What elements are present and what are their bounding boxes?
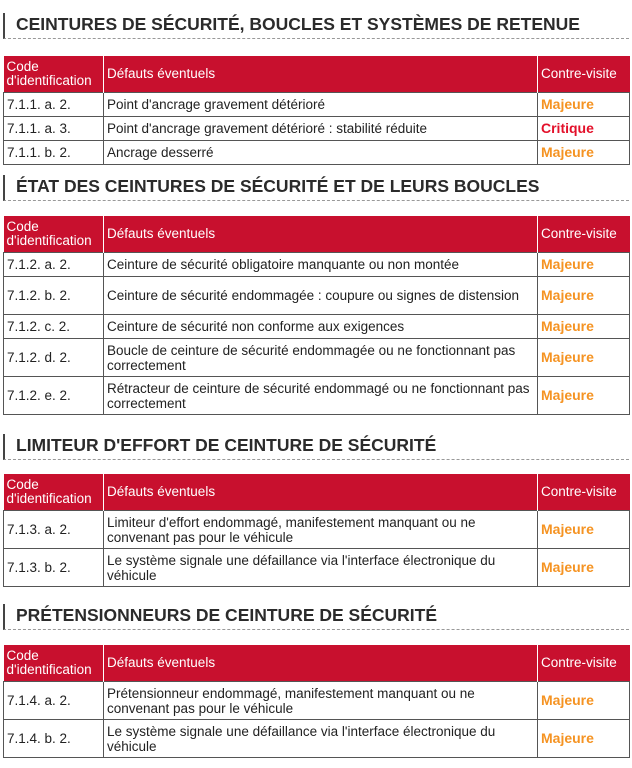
header-visit: Contre-visite <box>538 474 630 511</box>
header-code: Code d'identification <box>4 56 104 93</box>
row-severity: Majeure <box>538 315 630 339</box>
row-defect: Boucle de ceinture de sécurité endommagée ou ne fonctionnant pas correctement <box>104 339 538 377</box>
header-defects: Défauts éventuels <box>104 474 538 511</box>
section-title-belt-condition: ÉTAT DES CEINTURES DE SÉCURITÉ ET DE LEURS BOUCLES <box>3 175 629 201</box>
row-code: 7.1.4. b. 2. <box>4 720 104 758</box>
table-row <box>4 549 630 587</box>
row-severity: Majeure <box>538 141 630 165</box>
table-header-row <box>4 474 630 511</box>
row-defect: Ceinture de sécurité obligatoire manquante ou non montée <box>104 253 538 277</box>
row-severity: Majeure <box>538 511 630 549</box>
section-title-anchorages: CEINTURES DE SÉCURITÉ, BOUCLES ET SYSTÈMES DE RETENUE <box>3 13 629 39</box>
row-severity: Majeure <box>538 93 630 117</box>
header-visit: Contre-visite <box>538 645 630 682</box>
row-defect: Le système signale une défaillance via l'interface électronique du véhicule <box>104 549 538 587</box>
row-code: 7.1.1. b. 2. <box>4 141 104 165</box>
row-severity: Majeure <box>538 682 630 720</box>
header-code: Code d'identification <box>4 645 104 682</box>
table-row <box>4 377 630 415</box>
header-visit: Contre-visite <box>538 56 630 93</box>
row-defect: Point d'ancrage gravement détérioré : stabilité réduite <box>104 117 538 141</box>
table-row <box>4 141 630 165</box>
row-code: 7.1.3. b. 2. <box>4 549 104 587</box>
defects-table-anchorages <box>3 56 630 165</box>
row-code: 7.1.3. a. 2. <box>4 511 104 549</box>
row-code: 7.1.2. b. 2. <box>4 277 104 315</box>
row-defect: Ancrage desserré <box>104 141 538 165</box>
row-code: 7.1.4. a. 2. <box>4 682 104 720</box>
row-defect: Rétracteur de ceinture de sécurité endommagé ou ne fonctionnant pas correctement <box>104 377 538 415</box>
table-row <box>4 339 630 377</box>
table-header-row <box>4 216 630 253</box>
defects-table-belt-condition <box>3 216 630 415</box>
row-code: 7.1.2. d. 2. <box>4 339 104 377</box>
table-row <box>4 277 630 315</box>
header-code: Code d'identification <box>4 216 104 253</box>
row-defect: Ceinture de sécurité non conforme aux exigences <box>104 315 538 339</box>
table-row <box>4 511 630 549</box>
row-severity: Critique <box>538 117 630 141</box>
row-defect: Prétensionneur endommagé, manifestement manquant ou ne convenant pas pour le véhicule <box>104 682 538 720</box>
table-row <box>4 117 630 141</box>
row-severity: Majeure <box>538 277 630 315</box>
header-code: Code d'identification <box>4 474 104 511</box>
row-severity: Majeure <box>538 253 630 277</box>
row-severity: Majeure <box>538 549 630 587</box>
header-defects: Défauts éventuels <box>104 56 538 93</box>
defects-table-pretensioners <box>3 645 630 758</box>
table-row <box>4 682 630 720</box>
row-defect: Point d'ancrage gravement détérioré <box>104 93 538 117</box>
defects-table-load-limiter <box>3 474 630 587</box>
section-title-pretensioners: PRÉTENSIONNEURS DE CEINTURE DE SÉCURITÉ <box>3 604 629 630</box>
row-defect: Le système signale une défaillance via l'interface électronique du véhicule <box>104 720 538 758</box>
row-defect: Ceinture de sécurité endommagée : coupure ou signes de distension <box>104 277 538 315</box>
row-code: 7.1.2. e. 2. <box>4 377 104 415</box>
header-visit: Contre-visite <box>538 216 630 253</box>
table-row <box>4 720 630 758</box>
row-code: 7.1.1. a. 2. <box>4 93 104 117</box>
header-defects: Défauts éventuels <box>104 645 538 682</box>
row-severity: Majeure <box>538 720 630 758</box>
header-defects: Défauts éventuels <box>104 216 538 253</box>
row-code: 7.1.1. a. 3. <box>4 117 104 141</box>
row-severity: Majeure <box>538 339 630 377</box>
table-row <box>4 315 630 339</box>
table-header-row <box>4 56 630 93</box>
row-severity: Majeure <box>538 377 630 415</box>
table-header-row <box>4 645 630 682</box>
table-row <box>4 253 630 277</box>
row-code: 7.1.2. c. 2. <box>4 315 104 339</box>
section-title-load-limiter: LIMITEUR D'EFFORT DE CEINTURE DE SÉCURITÉ <box>3 434 629 460</box>
row-code: 7.1.2. a. 2. <box>4 253 104 277</box>
row-defect: Limiteur d'effort endommagé, manifestement manquant ou ne convenant pas pour le véhicule <box>104 511 538 549</box>
table-row <box>4 93 630 117</box>
